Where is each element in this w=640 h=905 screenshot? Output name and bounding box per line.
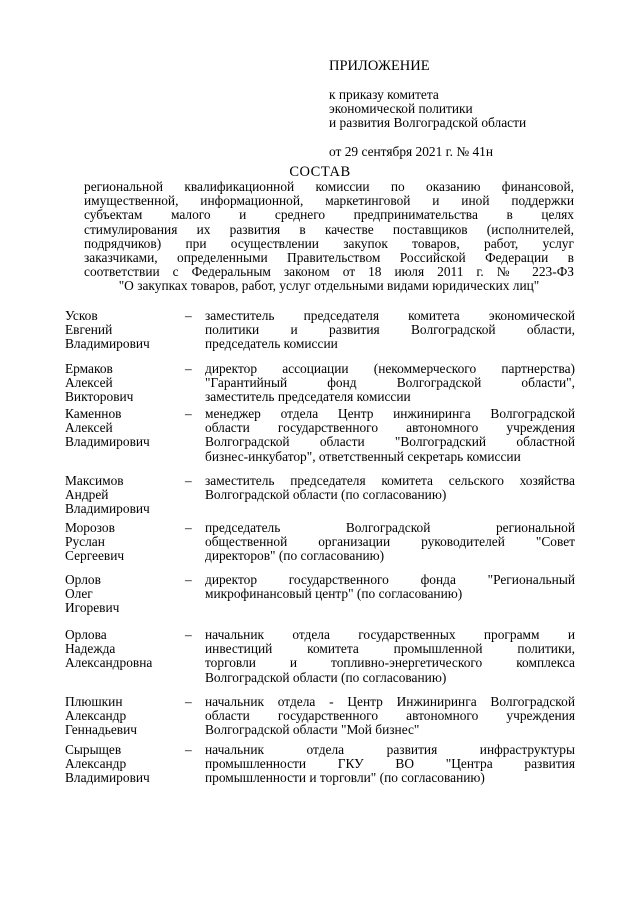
- member-role-line: области государственного автономного учреждения: [205, 708, 575, 724]
- member-row: [65, 407, 575, 464]
- member-role: [205, 362, 575, 405]
- member-role-line: "Гарантийный фонд Волгоградской области",: [205, 375, 575, 391]
- order-line: экономической политики: [329, 101, 473, 117]
- dash-separator: –: [185, 520, 192, 535]
- dash-separator: –: [185, 742, 192, 757]
- member-name: [65, 362, 185, 405]
- commission-description: [84, 180, 574, 294]
- member-name-part: Морозов: [65, 520, 115, 535]
- member-name-part: Андрей: [65, 487, 109, 503]
- member-name-part: Евгений: [65, 322, 113, 338]
- member-role-line: торговли и топливно-энергетического комплекса: [205, 655, 575, 671]
- member-role: [205, 407, 575, 464]
- member-name-part: Усков: [65, 308, 98, 323]
- member-row: [65, 573, 575, 616]
- member-role-line: Волгоградской области (по согласованию): [205, 487, 447, 503]
- member-name-part: Владимирович: [65, 434, 150, 450]
- member-name: [65, 695, 185, 738]
- member-name-part: Александр: [65, 756, 127, 772]
- member-name-part: Руслан: [65, 534, 105, 550]
- member-role-line: директоров" (по согласованию): [205, 548, 385, 564]
- member-name: [65, 407, 185, 464]
- member-name-part: Орлова: [65, 627, 107, 642]
- member-name-part: Александр: [65, 708, 127, 724]
- member-name-part: Ермаков: [65, 361, 113, 376]
- dash-separator: –: [185, 473, 192, 488]
- member-row: [65, 521, 575, 564]
- member-name-part: Максимов: [65, 473, 124, 488]
- member-name: [65, 628, 185, 685]
- member-role-line: микрофинансовый центр" (по согласованию): [205, 586, 463, 602]
- member-name-part: Алексей: [65, 420, 113, 436]
- member-name: [65, 573, 185, 616]
- member-row: [65, 362, 575, 405]
- member-name-part: Викторович: [65, 389, 134, 405]
- member-row: [65, 743, 575, 786]
- member-role: [205, 628, 575, 685]
- member-role-line: председатель Волгоградской региональной: [205, 520, 575, 535]
- description-line: соответствии с Федеральным законом от 18 июля 2011 г. № 223-ФЗ: [84, 264, 574, 280]
- member-role: [205, 743, 575, 786]
- member-name-part: Игоревич: [65, 600, 120, 616]
- member-name-part: Сырыщев: [65, 742, 122, 757]
- member-row: [65, 628, 575, 685]
- member-name-part: Плюшкин: [65, 694, 123, 709]
- member-role: [205, 521, 575, 564]
- member-role: [205, 474, 575, 517]
- member-row: [65, 309, 575, 352]
- dash-separator: –: [185, 694, 192, 709]
- member-role-line: Волгоградской области (по согласованию): [205, 669, 447, 685]
- member-role-line: Волгоградской области "Волгоградский областной: [205, 434, 575, 450]
- document-heading: СОСТАВ: [289, 164, 351, 180]
- member-name-part: Олег: [65, 586, 93, 602]
- dash-separator: –: [185, 627, 192, 642]
- member-role: [205, 695, 575, 738]
- member-name-part: Надежда: [65, 641, 116, 657]
- member-role-line: заместитель председателя комитета экономической: [205, 308, 575, 323]
- description-line: "О закупках товаров, работ, услуг отдельными видами юридических лиц": [118, 278, 540, 294]
- member-role-line: промышленности ГКУ ВО "Центра развития: [205, 756, 575, 772]
- description-line: подрядчиков) при осуществлении закупок товаров, работ, услуг: [84, 235, 574, 251]
- description-line: субъектам малого и среднего предпринимательства в целях: [84, 207, 574, 223]
- member-name-part: Орлов: [65, 572, 101, 587]
- member-role-line: директор государственного фонда "Региональный: [205, 572, 575, 587]
- order-date: от 29 сентября 2021 г. № 41н: [329, 143, 494, 159]
- member-name: [65, 743, 185, 786]
- member-name-part: Каменнов: [65, 406, 122, 421]
- member-role-line: заместитель председателя комитета сельского хозяйства: [205, 473, 575, 488]
- member-name: [65, 521, 185, 564]
- member-role-line: директор ассоциации (некоммерческого партнерства): [205, 361, 575, 376]
- appendix-title: ПРИЛОЖЕНИЕ: [329, 58, 430, 74]
- member-name: [65, 309, 185, 352]
- order-line: к приказу комитета: [329, 87, 439, 102]
- dash-separator: –: [185, 308, 192, 323]
- member-name-part: Геннадьевич: [65, 722, 138, 738]
- member-role-line: общественной организации руководителей "Совет: [205, 534, 575, 550]
- order-line: и развития Волгоградской области: [329, 115, 527, 131]
- description-line: заказчиками, определенными Правительством Российской Федерации в: [84, 250, 574, 266]
- member-role-line: менеджер отдела Центр инжиниринга Волгоградской: [205, 406, 575, 421]
- member-role: [205, 309, 575, 352]
- member-role-line: бизнес-инкубатор", ответственный секретарь комиссии: [205, 448, 521, 464]
- description-line: стимулирования их развития в качестве поставщиков (исполнителей,: [84, 221, 574, 237]
- appendix-block: [329, 58, 589, 159]
- member-role-line: начальник отдела - Центр Инжиниринга Волгоградской: [205, 694, 575, 709]
- dash-separator: –: [185, 406, 192, 421]
- member-role-line: начальник отдела государственных программ и: [205, 627, 575, 642]
- member-row: [65, 474, 575, 517]
- description-line: имущественной, информационной, маркетинговой и иной поддержки: [84, 193, 574, 209]
- member-role-line: инвестиций комитета промышленной политики,: [205, 641, 575, 657]
- member-name: [65, 474, 185, 517]
- member-role-line: промышленности и торговли" (по согласованию): [205, 770, 485, 786]
- member-role-line: Волгоградской области "Мой бизнес": [205, 722, 420, 738]
- member-name-part: Владимирович: [65, 770, 150, 786]
- member-role-line: начальник отдела развития инфраструктуры: [205, 742, 575, 757]
- dash-separator: –: [185, 361, 192, 376]
- member-name-part: Владимирович: [65, 336, 150, 352]
- member-name-part: Сергеевич: [65, 548, 125, 564]
- member-row: [65, 695, 575, 738]
- member-role: [205, 573, 575, 616]
- description-line: региональной квалификационной комиссии по оказанию финансовой,: [84, 179, 574, 194]
- dash-separator: –: [185, 572, 192, 587]
- member-name-part: Александровна: [65, 655, 153, 671]
- member-role-line: председатель комиссии: [205, 336, 338, 352]
- member-name-part: Алексей: [65, 375, 113, 391]
- member-role-line: заместитель председателя комиссии: [205, 389, 411, 405]
- member-name-part: Владимирович: [65, 501, 150, 517]
- member-role-line: области государственного автономного учреждения: [205, 420, 575, 436]
- member-role-line: политики и развития Волгоградской области,: [205, 322, 575, 338]
